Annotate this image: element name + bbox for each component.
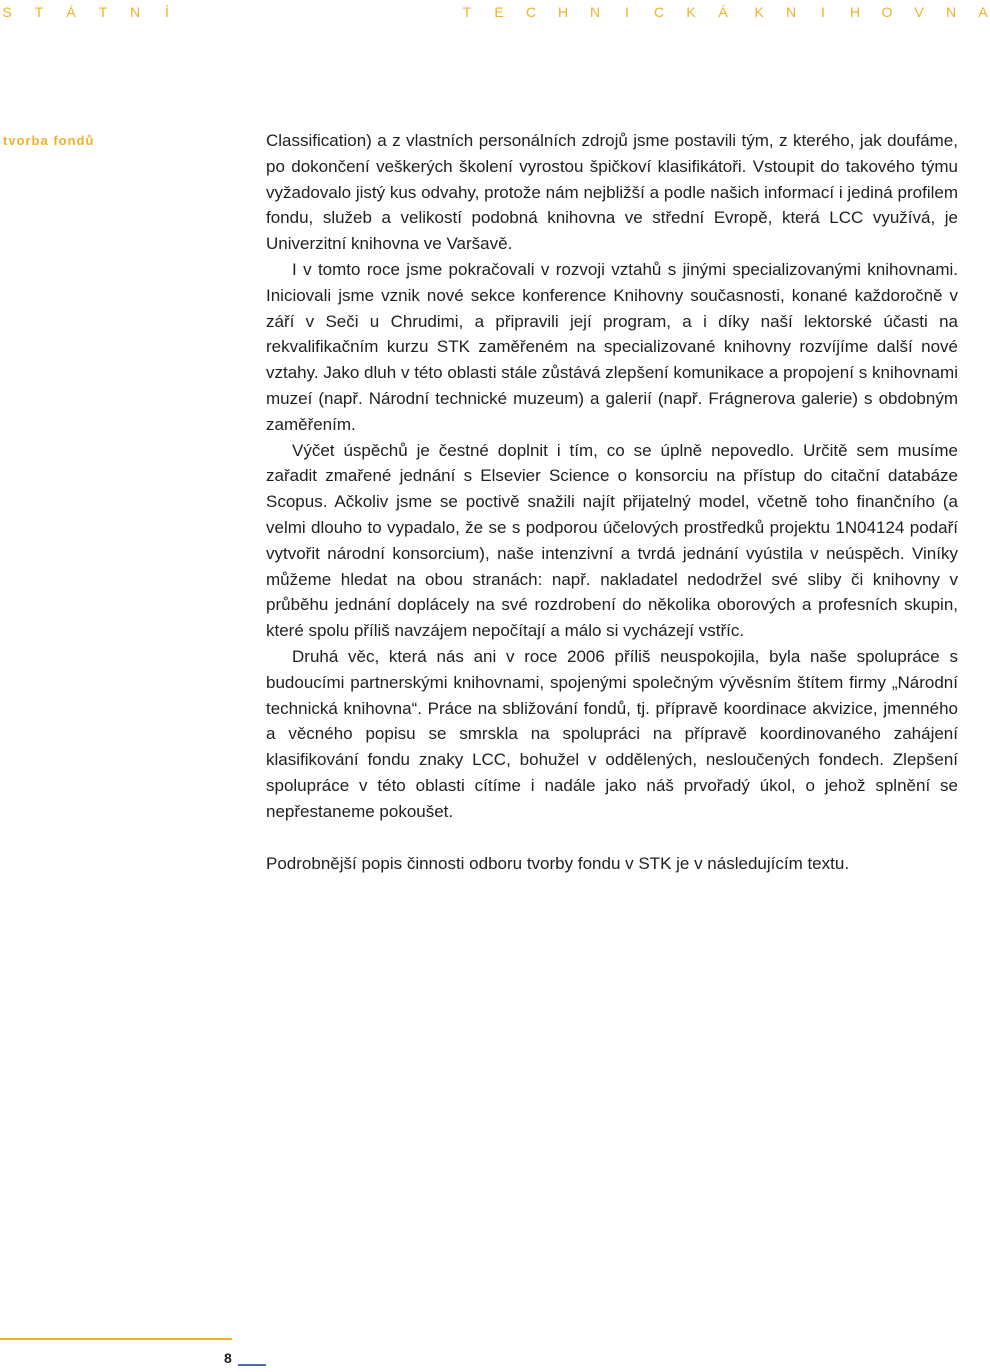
running-header bbox=[0, 4, 988, 24]
page-number: 8 bbox=[224, 1350, 232, 1366]
header-letter: V bbox=[914, 4, 924, 20]
footer-rule bbox=[0, 1338, 232, 1340]
paragraph-closing: Podrobnější popis činnosti odboru tvorby fondu v STK je v následujícím textu. bbox=[266, 853, 850, 873]
header-letter: Á bbox=[718, 4, 728, 20]
header-letter: T bbox=[462, 4, 472, 20]
page-number-rule bbox=[238, 1364, 266, 1366]
header-letter: K bbox=[754, 4, 764, 20]
header-letter: N bbox=[945, 4, 957, 20]
header-letter: N bbox=[589, 4, 601, 20]
paragraph: Druhá věc, která nás ani v roce 2006 příliš neuspokojila, byla naše spolupráce s budoucími partnerskými knihovnami, spojenými společným vývěsním štítem firmy „Národní technická knihovna“. Práce na sbližování fondů, tj. přípravě koordinace akvizice, jmenného a věcného popisu se smrskla na spolupráci na přípravě koordinovaného zahájení klasifikování fondu znaky LCC, bohužel v oddělených, nesloučených fondech. Zlepšení spolupráce v této oblasti cítíme i nadále jako náš prvořadý úkol, o jehož splnění se nepřestaneme pokoušet. bbox=[266, 646, 958, 821]
paragraph: Classification) a z vlastních personálních zdrojů jsme postavili tým, z kterého, jak doufáme, po dokončení veškerých školení vyrostou špičkoví klasifikátoři. Vstoupit do takového týmu vyžadovalo jistý kus odvahy, protože nám nejbližší a podle našich informací i jediná profilem fondu, služeb a velikostí podobná knihovna ve střední Evropě, která LCC využívá, je Univerzitní knihovna ve Varšavě. bbox=[266, 131, 958, 254]
header-letter: N bbox=[129, 4, 141, 20]
header-letter: N bbox=[785, 4, 797, 20]
paragraph: Výčet úspěchů je čestné doplnit i tím, co se úplně nepovedlo. Určitě sem musíme zařadit zmařené jednání s Elsevier Science o konsorciu na přístup do citační databáze Scopus. Ačkoliv jsme se poctivě snažili najít přijatelný model, včetně toho finančního (a velmi dlouho to vypadalo, že se s podporou účelových prostředků projektu 1N04124 podaří vytvořit národní konsorcium), naše intenzivní a tvrdá jednání vyústila v neúspěch. Viníky můžeme hledat na obou stranách: např. nakladatel nedodržel své sliby či knihovny v průběhu jednání doplácely na své rozdrobení do několika oborových a profesních skupin, které spolu příliš navzájem nepočítají a málo si vycházejí vstříc. bbox=[266, 440, 958, 641]
header-letter: S bbox=[2, 4, 12, 20]
header-letter: C bbox=[653, 4, 665, 20]
header-letter: T bbox=[98, 4, 108, 20]
header-letter: T bbox=[34, 4, 44, 20]
section-label: tvorba fondů bbox=[3, 133, 95, 148]
header-letter: H bbox=[557, 4, 569, 20]
header-letter: E bbox=[494, 4, 504, 20]
header-letter: Í bbox=[165, 4, 169, 20]
header-letter: A bbox=[978, 4, 988, 20]
header-letter: I bbox=[625, 4, 629, 20]
header-letter: O bbox=[881, 4, 893, 20]
header-letter: C bbox=[525, 4, 537, 20]
header-letter: Á bbox=[66, 4, 76, 20]
header-letter: K bbox=[686, 4, 696, 20]
header-letter: I bbox=[821, 4, 825, 20]
header-letter: H bbox=[849, 4, 861, 20]
body-text bbox=[266, 128, 958, 876]
paragraph: I v tomto roce jsme pokračovali v rozvoji vztahů s jinými specializovanými knihovnami. Iniciovali jsme vznik nové sekce konference Knihovny současnosti, konané každoročně v září v Seči u Chrudimi, a připravili její program, a i díky naší lektorské účasti na rekvalifikačním kurzu STK zaměřeném na specializované knihovny rozvíjíme další nové vztahy. Jako dluh v této oblasti stále zůstává zlepšení komunikace a propojení s knihovnami muzeí (např. Národní technické muzeum) a galerií (např. Frágnerova galerie) s obdobným zaměřením. bbox=[266, 259, 958, 434]
